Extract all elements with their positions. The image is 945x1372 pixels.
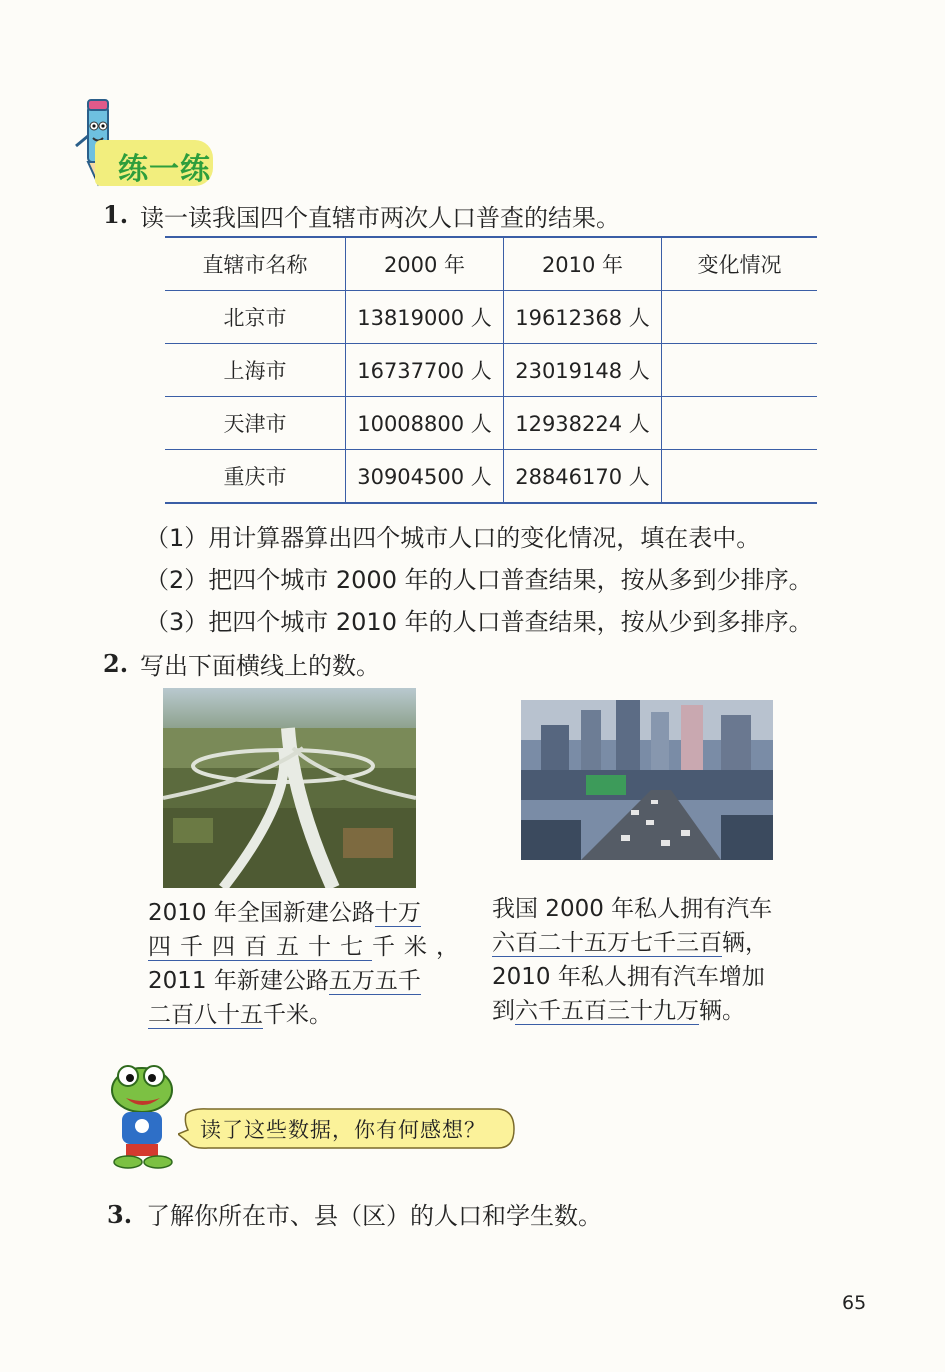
q1-text: 读一读我国四个直辖市两次人口普查的结果。 bbox=[140, 204, 620, 232]
change-cell[interactable] bbox=[662, 450, 818, 504]
pop-2010: 12938224 人 bbox=[504, 397, 662, 450]
highway-interchange-photo bbox=[163, 688, 416, 888]
city-name: 重庆市 bbox=[165, 450, 346, 504]
left-caption bbox=[148, 896, 468, 1032]
left-caption-text-2: 2011 年新建公路 bbox=[148, 968, 329, 994]
page-number: 65 bbox=[842, 1292, 867, 1314]
left-caption-unit-2: 千米。 bbox=[263, 1002, 332, 1028]
pop-2000: 13819000 人 bbox=[346, 291, 504, 344]
section-badge-label: 练一练 bbox=[118, 152, 211, 187]
q3-number: 3. bbox=[107, 1200, 133, 1229]
right-caption-unit-2: 辆。 bbox=[699, 998, 745, 1024]
right-caption-text-3: 到 bbox=[492, 998, 515, 1024]
city-name: 天津市 bbox=[165, 397, 346, 450]
header-2010: 2010 年 bbox=[504, 237, 662, 291]
pop-2010: 28846170 人 bbox=[504, 450, 662, 504]
right-caption-unit-1: 辆， bbox=[722, 930, 768, 956]
answer-line-highway-2010-cont: 四千四百五十七 bbox=[148, 934, 372, 960]
pop-2000: 30904500 人 bbox=[346, 450, 504, 504]
table-row bbox=[165, 397, 817, 450]
right-caption-text-2: 2010 年私人拥有汽车增加 bbox=[492, 964, 765, 990]
change-cell[interactable] bbox=[662, 344, 818, 397]
table-row bbox=[165, 291, 817, 344]
header-city: 直辖市名称 bbox=[165, 237, 346, 291]
pop-2000: 16737700 人 bbox=[346, 344, 504, 397]
table-row bbox=[165, 344, 817, 397]
answer-line-highway-2011-cont: 二百八十五 bbox=[148, 1002, 263, 1028]
q1-subquestion-2: （2）把四个城市 2000 年的人口普查结果，按从多到少排序。 bbox=[145, 566, 813, 594]
left-caption-unit-1: 千米， bbox=[372, 934, 468, 960]
q2-number: 2. bbox=[103, 649, 129, 678]
table-header-row bbox=[165, 237, 817, 291]
right-caption-text-1: 我国 2000 年私人拥有汽车 bbox=[492, 896, 773, 922]
pop-2010: 19612368 人 bbox=[504, 291, 662, 344]
answer-line-highway-2010: 十万 bbox=[374, 900, 421, 926]
answer-line-cars-2000: 六百二十五万七千三百 bbox=[492, 930, 722, 956]
left-caption-text-1: 2010 年全国新建公路 bbox=[148, 900, 375, 926]
city-name: 北京市 bbox=[165, 291, 346, 344]
city-traffic-photo bbox=[521, 700, 773, 860]
q3-text: 了解你所在市、县（区）的人口和学生数。 bbox=[146, 1202, 602, 1230]
q1-number: 1. bbox=[103, 200, 129, 229]
answer-line-cars-2010: 六千五百三十九万 bbox=[515, 998, 699, 1024]
census-table bbox=[165, 236, 817, 504]
header-change: 变化情况 bbox=[662, 237, 818, 291]
answer-line-highway-2011: 五万五千 bbox=[328, 968, 421, 994]
speech-bubble-text: 读了这些数据，你有何感想？ bbox=[200, 1118, 486, 1142]
table-row bbox=[165, 450, 817, 504]
right-caption bbox=[492, 892, 812, 1028]
city-name: 上海市 bbox=[165, 344, 346, 397]
q1-subquestion-1: （1）用计算器算出四个城市人口的变化情况，填在表中。 bbox=[145, 524, 761, 552]
q2-text: 写出下面横线上的数。 bbox=[140, 652, 380, 680]
header-2000: 2000 年 bbox=[346, 237, 504, 291]
pop-2010: 23019148 人 bbox=[504, 344, 662, 397]
pop-2000: 10008800 人 bbox=[346, 397, 504, 450]
q1-subquestion-3: （3）把四个城市 2010 年的人口普查结果，按从少到多排序。 bbox=[145, 608, 813, 636]
change-cell[interactable] bbox=[662, 291, 818, 344]
frog-mascot-icon bbox=[104, 1062, 180, 1172]
change-cell[interactable] bbox=[662, 397, 818, 450]
